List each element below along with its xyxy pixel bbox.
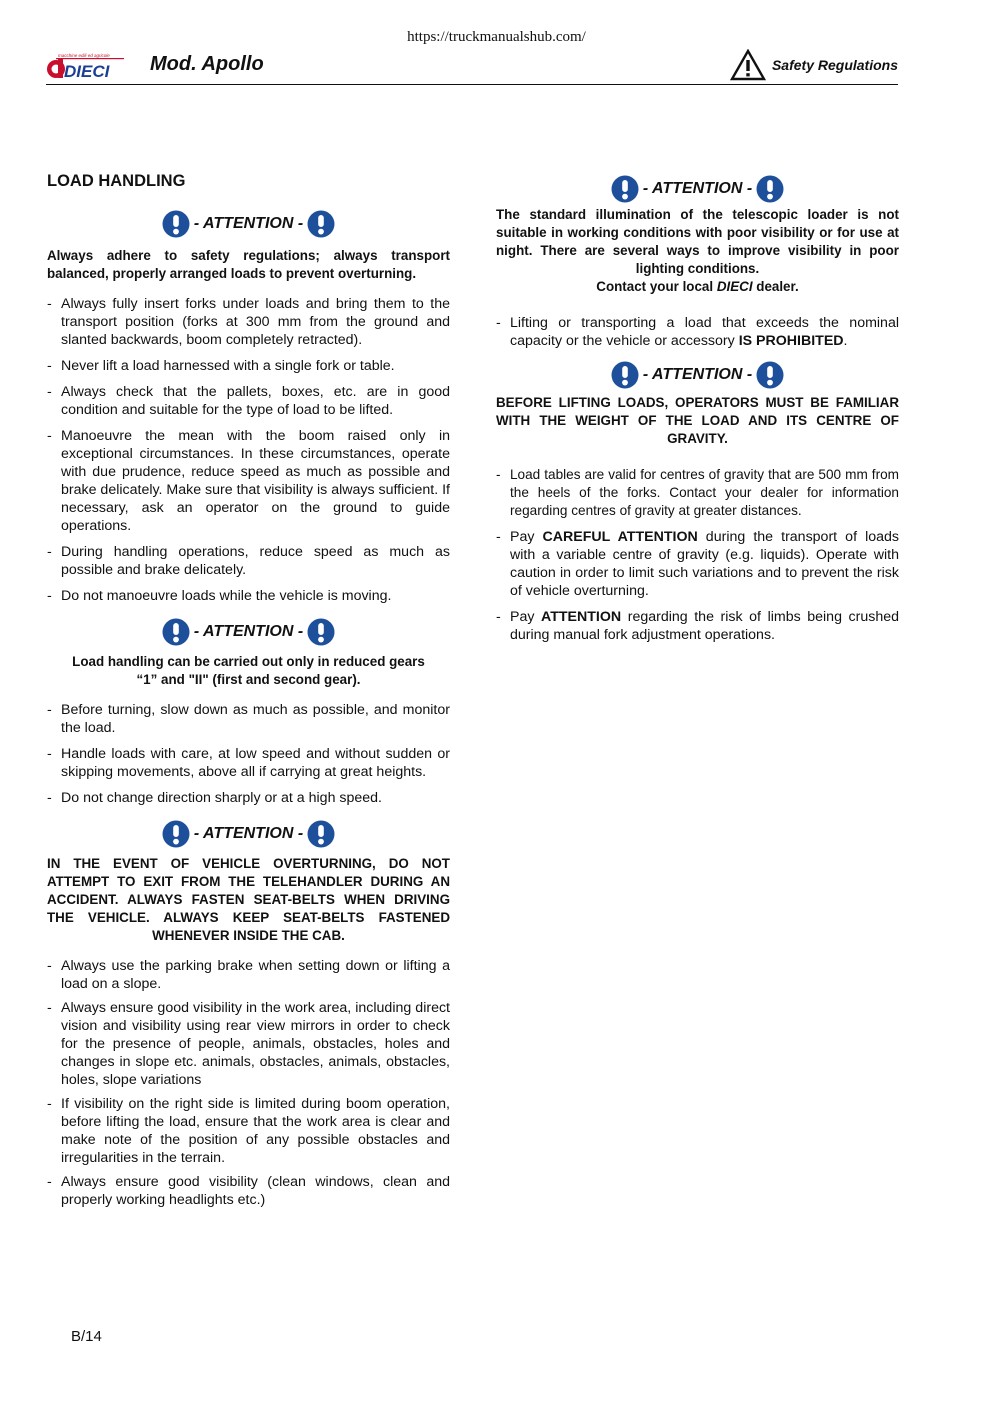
- source-url[interactable]: https://truckmanualshub.com/: [407, 29, 586, 45]
- list-item: - Do not manoeuvre loads while the vehicle is moving.: [47, 587, 450, 605]
- warning-text: BEFORE LIFTING LOADS, OPERATORS MUST BE FAMILIAR WITH THE WEIGHT OF THE LOAD AND ITS CENTRE OF GRAVITY.: [496, 395, 899, 446]
- attention-label: - ATTENTION -: [193, 623, 304, 640]
- exclamation-icon: [307, 618, 335, 646]
- list-item: - Do not change direction sharply or at a high speed.: [47, 789, 450, 807]
- attention-label: - ATTENTION -: [642, 180, 753, 197]
- warning-text: Always adhere to safety regulations; always transport balanced, properly arranged loads to prevent overturning.: [47, 248, 450, 281]
- attention-label: - ATTENTION -: [193, 825, 304, 842]
- exclamation-icon: [756, 175, 784, 203]
- list-item: - Always ensure good visibility (clean windows, clean and properly working headlights etc.): [47, 1173, 450, 1209]
- list-item: - Pay ATTENTION regarding the risk of limbs being crushed during manual fork adjustment operations.: [496, 608, 899, 644]
- list-item: - Always fully insert forks under loads and bring them to the transport position (forks at 300 mm from the ground and slanted backwards, boom completely retracted).: [47, 295, 450, 349]
- exclamation-icon: [307, 210, 335, 238]
- attention-label: - ATTENTION -: [193, 215, 304, 232]
- bullet-list: [47, 295, 450, 605]
- bullet-list: [47, 957, 450, 1209]
- list-item: - Before turning, slow down as much as possible, and monitor the load.: [47, 701, 450, 737]
- section-header: [730, 48, 898, 82]
- attention-banner: [496, 172, 899, 206]
- bullet-list: [496, 466, 899, 644]
- list-item: - Pay CAREFUL ATTENTION during the transport of loads with a variable centre of gravity (e.g. liquids). Operate with caution in order to limit such variations and to prevent the risk of vehicle overturning.: [496, 528, 899, 600]
- list-item: - Always ensure good visibility in the work area, including direct vision and visibility using rear view mirrors in order to check for the presence of people, animals, obstacles, holes and changes in slope etc. animals, obstacles, animals, obstacles, holes, slope variations: [47, 999, 450, 1089]
- warning-text: IN THE EVENT OF VEHICLE OVERTURNING, DO NOT ATTEMPT TO EXIT FROM THE TELEHANDLER DURING AN ACCIDENT. ALWAYS FASTEN SEAT-BELTS WHEN DRIVING THE VEHICLE. ALWAYS KEEP SEAT-BELTS FASTENED WHENEVER INSIDE THE CAB.: [47, 856, 450, 943]
- list-item: - Always use the parking brake when setting down or lifting a load on a slope.: [47, 957, 450, 993]
- warning-text: Load handling can be carried out only in reduced gears “1” and "II" (first and second gear).: [72, 654, 425, 687]
- list-item: - Always check that the pallets, boxes, etc. are in good condition and suitable for the type of load to be lifted.: [47, 383, 450, 419]
- warning-triangle-icon: [730, 49, 766, 81]
- attention-banner: [47, 615, 450, 649]
- section-title: Safety Regulations: [771, 57, 898, 73]
- right-column: [496, 172, 899, 652]
- attention-banner: [47, 817, 450, 851]
- exclamation-icon: [756, 361, 784, 389]
- page-header: [46, 46, 898, 85]
- list-item: - During handling operations, reduce speed as much as possible and brake delicately.: [47, 543, 450, 579]
- list-item: - Load tables are valid for centres of gravity that are 500 mm from the heels of the forks. Contact your dealer for information regarding centres of gravity at greater distances.: [496, 466, 899, 520]
- exclamation-icon: [162, 618, 190, 646]
- attention-banner: [496, 358, 899, 392]
- bullet-list: [496, 314, 899, 350]
- list-item: - Manoeuvre the mean with the boom raised only in exceptional circumstances. In these circumstances, operate with due prudence, reduce speed as much as possible and brake delicately. Make sure that visibility is always sufficient. If necessary, ask an operator on the ground to guide operations.: [47, 427, 450, 535]
- dieci-logo: [46, 50, 126, 80]
- list-item: - Handle loads with care, at low speed and without sudden or skipping movements, above all if carrying at great heights.: [47, 745, 450, 781]
- model-name: Mod. Apollo: [150, 53, 264, 75]
- list-item: - Lifting or transporting a load that exceeds the nominal capacity or the vehicle or accessory IS PROHIBITED.: [496, 314, 899, 350]
- exclamation-icon: [611, 361, 639, 389]
- page-number: B/14: [71, 1328, 102, 1345]
- left-column: [47, 172, 450, 1217]
- brand-name: DIECI: [716, 279, 753, 294]
- exclamation-icon: [307, 820, 335, 848]
- exclamation-icon: [611, 175, 639, 203]
- list-item: - If visibility on the right side is limited during boom operation, before lifting the load, ensure that the work area is clear and make note of the position of any possible obstacles and irregularities in the terrain.: [47, 1095, 450, 1167]
- warning-text: The standard illumination of the telescopic loader is not suitable in working conditions with poor visibility or for use at night. There are several ways to improve visibility in poor lighting conditions.: [496, 207, 899, 276]
- attention-label: - ATTENTION -: [642, 366, 753, 383]
- svg-text:macchine edili ed agricole: macchine edili ed agricole: [58, 53, 110, 58]
- exclamation-icon: [162, 210, 190, 238]
- attention-banner: [47, 207, 450, 241]
- list-item: - Never lift a load harnessed with a single fork or table.: [47, 357, 450, 375]
- exclamation-icon: [162, 820, 190, 848]
- section-heading: LOAD HANDLING: [47, 172, 186, 190]
- contact-dealer-text: Contact your local DIECI dealer.: [596, 279, 799, 294]
- svg-text:DIECI: DIECI: [64, 62, 110, 80]
- bullet-list: [47, 701, 450, 807]
